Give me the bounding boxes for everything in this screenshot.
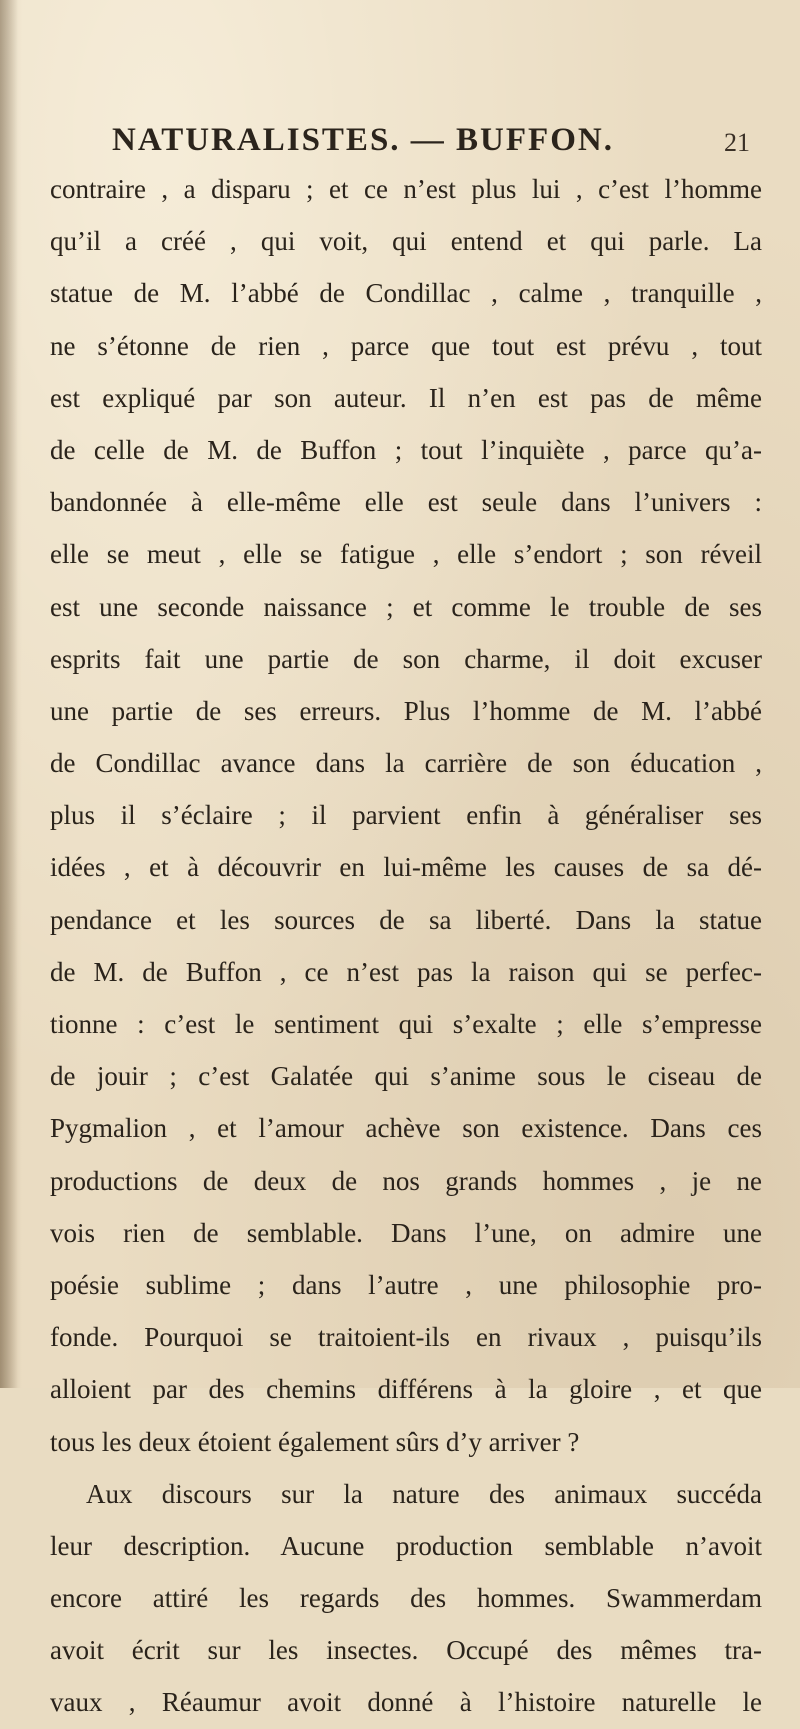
text-line: de jouir ; c’est Galatée qui s’anime sous le ciseau de bbox=[50, 1061, 762, 1092]
text-line: ne s’étonne de rien , parce que tout est prévu , tout bbox=[50, 330, 762, 361]
text-line: de celle de M. de Buffon ; tout l’inquiète , parce qu’a- bbox=[50, 434, 762, 465]
text-line: elle se meut , elle se fatigue , elle s’endort ; son réveil bbox=[50, 539, 762, 570]
paragraph-end-line: tous les deux étoient également sûrs d’y arriver ? bbox=[50, 1426, 580, 1457]
body-text bbox=[50, 163, 762, 1729]
page-fold-shadow bbox=[0, 0, 18, 1388]
text-line: contraire , a disparu ; et ce n’est plus lui , c’est l’homme bbox=[50, 174, 762, 204]
text-line: une partie de ses erreurs. Plus l’homme de M. l’abbé bbox=[50, 695, 762, 726]
text-line: idées , et à découvrir en lui-même les causes de sa dé- bbox=[50, 852, 762, 883]
text-line: poésie sublime ; dans l’autre , une philosophie pro- bbox=[50, 1269, 762, 1300]
text-line: pendance et les sources de sa liberté. Dans la statue bbox=[50, 904, 762, 935]
paragraph-start-line: Aux discours sur la nature des animaux succéda bbox=[86, 1478, 762, 1509]
text-line: est expliqué par son auteur. Il n’en est pas de même bbox=[50, 382, 762, 413]
text-line: encore attiré les regards des hommes. Swammerdam bbox=[50, 1583, 762, 1614]
text-line: plus il s’éclaire ; il parvient enfin à généraliser ses bbox=[50, 800, 762, 831]
text-line: de M. de Buffon , ce n’est pas la raison qui se perfec- bbox=[50, 956, 762, 987]
text-line: qu’il a créé , qui voit, qui entend et qui parle. La bbox=[50, 226, 762, 257]
text-line: est une seconde naissance ; et comme le trouble de ses bbox=[50, 591, 762, 622]
text-line: Pygmalion , et l’amour achève son existence. Dans ces bbox=[50, 1113, 762, 1144]
text-line: leur description. Aucune production semblable n’avoit bbox=[50, 1530, 762, 1561]
text-line: fonde. Pourquoi se traitoient-ils en rivaux , puisqu’ils bbox=[50, 1322, 762, 1353]
text-line: esprits fait une partie de son charme, il doit excuser bbox=[50, 643, 762, 674]
text-line: bandonnée à elle-même elle est seule dans l’univers : bbox=[50, 487, 762, 518]
text-line: alloient par des chemins différens à la gloire , et que bbox=[50, 1374, 762, 1405]
text-line: de Condillac avance dans la carrière de son éducation , bbox=[50, 748, 762, 779]
text-line: productions de deux de nos grands hommes , je ne bbox=[50, 1165, 762, 1196]
text-line: statue de M. l’abbé de Condillac , calme , tranquille , bbox=[50, 278, 762, 309]
running-head: NATURALISTES. — BUFFON. bbox=[112, 122, 614, 158]
text-line: vaux , Réaumur avoit donné à l’histoire naturelle le bbox=[50, 1687, 762, 1718]
text-line: tionne : c’est le sentiment qui s’exalte ; elle s’empresse bbox=[50, 1009, 762, 1039]
text-line: avoit écrit sur les insectes. Occupé des mêmes tra- bbox=[50, 1635, 762, 1666]
page-number: 21 bbox=[724, 128, 750, 157]
text-line: vois rien de semblable. Dans l’une, on admire une bbox=[50, 1217, 762, 1248]
